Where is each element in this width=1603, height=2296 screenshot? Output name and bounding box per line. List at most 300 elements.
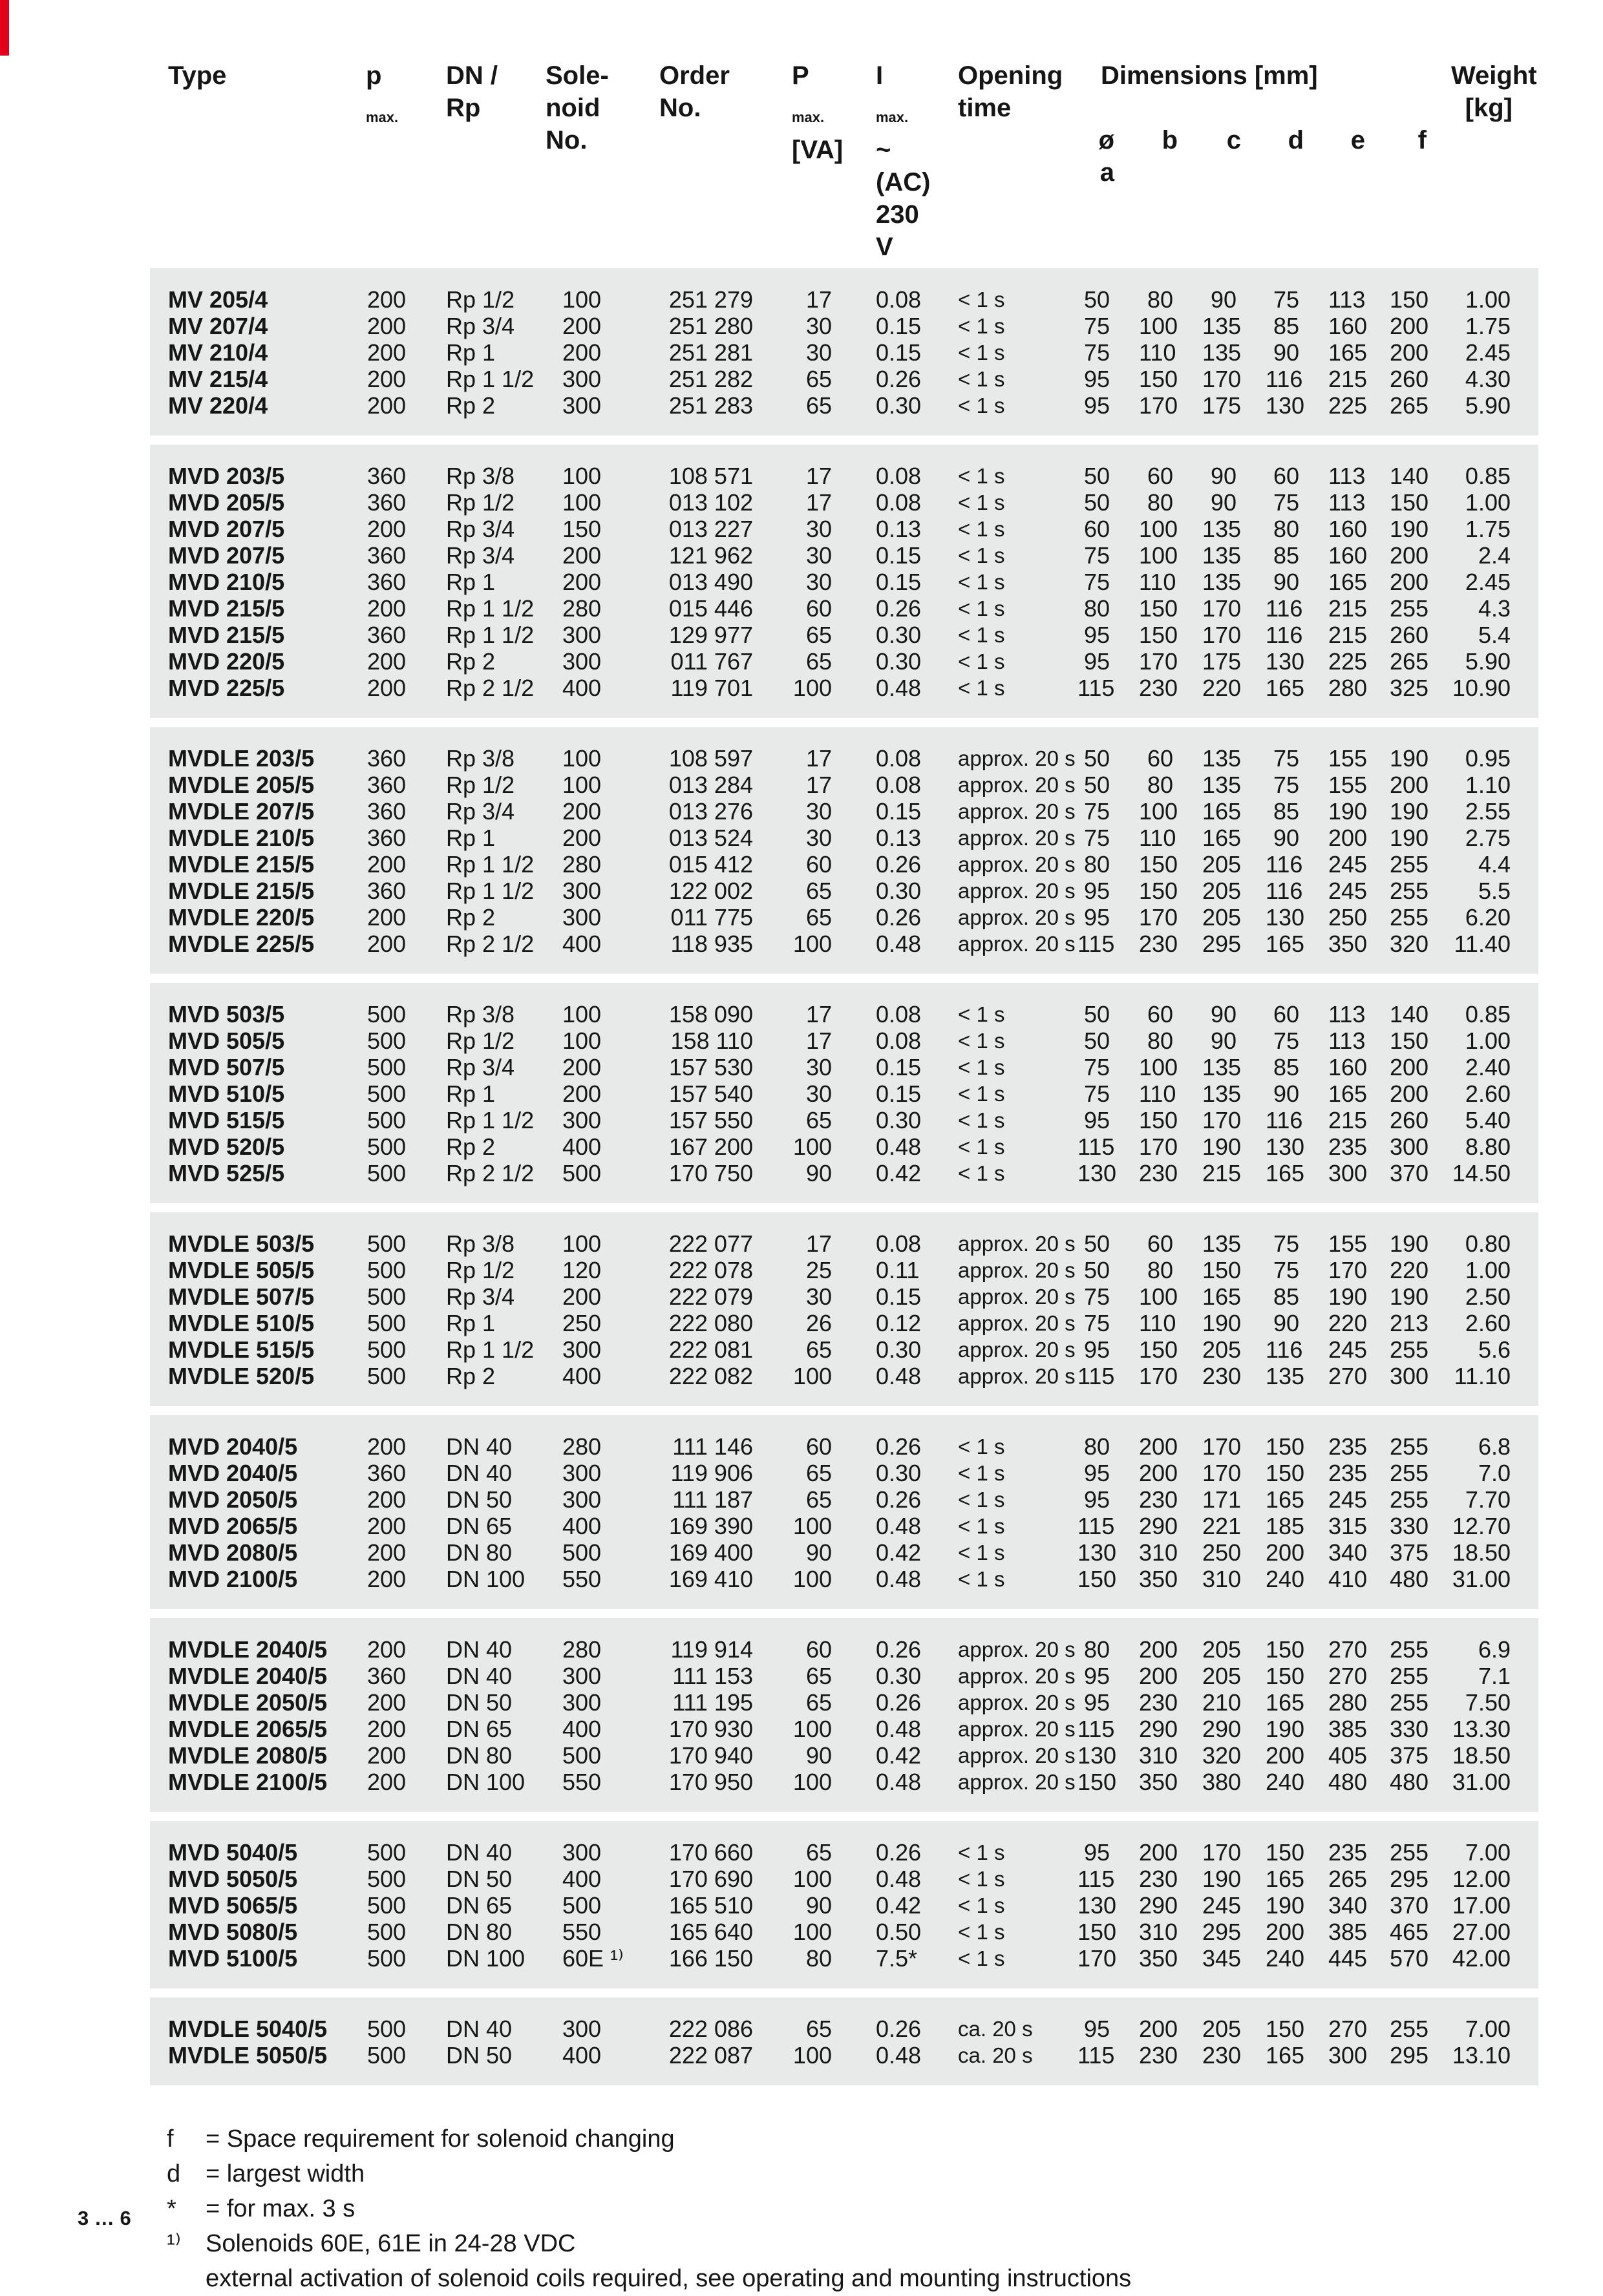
cell-dn-rp: DN 65 — [446, 1716, 513, 1742]
current-ac-label: ~ (AC) — [876, 136, 931, 196]
cell-current-max: 0.08 — [876, 463, 922, 489]
cell-opening-time: approx. 20 s — [958, 826, 1076, 850]
cell-power-va: 90 — [805, 1160, 832, 1186]
table-row — [150, 1336, 1538, 1363]
cell-dim-c: 320 — [1202, 1742, 1242, 1769]
cell-pmax-pressure: 500 — [367, 1001, 407, 1027]
cell-dim-f: 255 — [1390, 851, 1429, 878]
cell-dim-d: 75 — [1273, 772, 1299, 798]
table-row — [150, 622, 1538, 648]
cell-dn-rp: Rp 1 1/2 — [446, 622, 535, 648]
cell-power-va: 17 — [805, 463, 832, 489]
cell-dim-e: 165 — [1328, 569, 1368, 595]
product-group — [150, 1618, 1538, 1812]
cell-dim-c: 295 — [1202, 931, 1242, 957]
cell-dim-a: 95 — [1083, 1107, 1110, 1133]
cell-dim-e: 155 — [1328, 1230, 1368, 1257]
cell-opening-time: < 1 s — [958, 517, 1005, 541]
cell-dim-b: 150 — [1139, 1336, 1178, 1363]
col-header-type — [150, 59, 363, 263]
cell-order-no: 111 146 — [672, 1433, 753, 1460]
table-row — [150, 516, 1538, 542]
cell-current-max: 0.26 — [876, 595, 922, 622]
product-group — [150, 727, 1538, 974]
cell-dim-e: 113 — [1328, 286, 1366, 313]
cell-dim-b: 100 — [1139, 542, 1178, 569]
table-row — [150, 1257, 1538, 1283]
cell-power-va: 100 — [792, 1513, 832, 1539]
cell-opening-time: < 1 s — [958, 394, 1005, 417]
cell-weight: 11.40 — [1454, 931, 1511, 957]
cell-power-va: 65 — [805, 1663, 832, 1689]
cell-current-max: 0.26 — [876, 851, 922, 878]
cell-dim-e: 113 — [1328, 1001, 1366, 1027]
cell-current-max: 0.30 — [876, 1107, 922, 1133]
table-row — [150, 1133, 1538, 1160]
cell-dim-b: 60 — [1147, 745, 1173, 772]
current-symbol: I — [876, 61, 884, 90]
cell-dim-e: 280 — [1328, 675, 1368, 701]
cell-type: MVD 5065/5 — [168, 1892, 298, 1919]
cell-dim-f: 295 — [1390, 2042, 1429, 2069]
cell-dim-c: 135 — [1202, 516, 1242, 542]
cell-pmax-pressure: 360 — [367, 772, 407, 798]
cell-solenoid-no: 100 — [562, 1027, 602, 1054]
col-header-opening-time — [942, 59, 1078, 263]
cell-order-no: 013 227 — [668, 516, 753, 542]
cell-type: MVD 2080/5 — [168, 1539, 298, 1566]
cell-power-va: 90 — [805, 1892, 832, 1919]
table-row — [150, 1513, 1538, 1539]
cell-dim-c: 380 — [1202, 1769, 1242, 1795]
cell-type: MVDLE 503/5 — [168, 1230, 315, 1257]
cell-dim-e: 280 — [1328, 1689, 1368, 1716]
cell-order-no: 222 078 — [668, 1257, 753, 1283]
cell-dim-c: 170 — [1202, 1460, 1242, 1486]
cell-opening-time: < 1 s — [958, 490, 1005, 514]
cell-dim-b: 110 — [1139, 1080, 1176, 1107]
dim-col-b: b — [1162, 126, 1178, 154]
cell-dim-d: 200 — [1266, 1539, 1305, 1566]
table-row — [150, 1027, 1538, 1054]
cell-dim-f: 570 — [1390, 1945, 1429, 1972]
cell-dim-e: 405 — [1328, 1742, 1368, 1769]
cell-dim-d: 116 — [1266, 851, 1303, 878]
cell-dim-f: 330 — [1390, 1513, 1429, 1539]
cell-weight: 1.75 — [1465, 516, 1511, 542]
cell-solenoid-no: 280 — [562, 595, 602, 622]
cell-current-max: 0.42 — [876, 1539, 922, 1566]
cell-dim-e: 220 — [1328, 1310, 1368, 1336]
cell-power-va: 17 — [805, 772, 832, 798]
cell-opening-time: < 1 s — [958, 1946, 1005, 1970]
cell-dim-f: 255 — [1390, 1689, 1429, 1716]
cell-dn-rp: Rp 1 — [446, 569, 496, 595]
cell-pmax-pressure: 200 — [367, 392, 407, 419]
dim-col-f: f — [1417, 126, 1427, 154]
cell-type: MVD 5080/5 — [168, 1919, 298, 1945]
cell-dn-rp: DN 40 — [446, 1636, 513, 1663]
cell-dim-a: 115 — [1078, 931, 1115, 957]
cell-type: MVD 510/5 — [168, 1080, 285, 1107]
cell-dim-b: 100 — [1139, 798, 1178, 825]
cell-dim-f: 255 — [1390, 878, 1429, 904]
table-row — [150, 1689, 1538, 1716]
footnote-text: Solenoids 60E, 61E in 24-28 VDC — [206, 2230, 576, 2257]
footnote-text: = largest width — [206, 2160, 365, 2187]
cell-power-va: 65 — [805, 904, 832, 931]
cell-dim-e: 113 — [1328, 463, 1366, 489]
cell-type: MVDLE 2050/5 — [168, 1689, 328, 1716]
cell-dim-c: 165 — [1202, 1283, 1242, 1310]
cell-dim-d: 240 — [1266, 1945, 1305, 1972]
cell-dim-c: 230 — [1202, 2042, 1242, 2069]
cell-dn-rp: DN 80 — [446, 1742, 513, 1769]
cell-type: MV 207/4 — [168, 313, 268, 339]
cell-dim-d: 240 — [1266, 1566, 1305, 1592]
cell-opening-time: < 1 s — [958, 1514, 1005, 1538]
table-row — [150, 2016, 1538, 2042]
table-row — [150, 489, 1538, 516]
cell-current-max: 0.15 — [876, 1054, 922, 1080]
cell-dim-a: 75 — [1083, 542, 1110, 569]
cell-pmax-pressure: 500 — [367, 1866, 407, 1892]
dimension-subcolumns — [1078, 124, 1451, 189]
cell-current-max: 0.26 — [876, 1486, 922, 1513]
cell-opening-time: < 1 s — [958, 1488, 1005, 1511]
cell-dim-d: 75 — [1273, 286, 1299, 313]
cell-type: MVDLE 207/5 — [168, 798, 315, 825]
cell-dim-e: 160 — [1328, 313, 1368, 339]
cell-dim-a: 75 — [1083, 569, 1110, 595]
cell-dn-rp: Rp 1 — [446, 1310, 496, 1336]
table-row — [150, 339, 1538, 366]
cell-solenoid-no: 200 — [562, 798, 602, 825]
cell-weight: 2.75 — [1465, 825, 1511, 851]
cell-dim-b: 170 — [1139, 1363, 1178, 1389]
cell-power-va: 60 — [805, 851, 832, 878]
cell-order-no: 170 660 — [668, 1839, 753, 1866]
cell-dim-e: 300 — [1328, 2042, 1368, 2069]
cell-order-no: 015 412 — [668, 851, 753, 878]
cell-weight: 4.30 — [1465, 366, 1511, 392]
cell-type: MVD 215/5 — [168, 622, 285, 648]
cell-order-no: 011 775 — [670, 904, 753, 931]
cell-dn-rp: Rp 1 1/2 — [446, 851, 535, 878]
cell-solenoid-no: 200 — [562, 1080, 602, 1107]
cell-order-no: 222 081 — [668, 1336, 753, 1363]
cell-weight: 7.70 — [1465, 1486, 1511, 1513]
table-row — [150, 595, 1538, 622]
cell-weight: 5.90 — [1465, 648, 1511, 675]
cell-order-no: 119 701 — [670, 675, 753, 701]
table-row — [150, 313, 1538, 339]
table-row — [150, 569, 1538, 595]
col-header-dn-rp-label: DN / Rp — [446, 61, 498, 122]
cell-order-no: 169 410 — [668, 1566, 753, 1592]
cell-dn-rp: Rp 1 1/2 — [446, 1336, 535, 1363]
cell-weight: 0.85 — [1465, 1001, 1511, 1027]
cell-dim-f: 200 — [1390, 1054, 1429, 1080]
cell-dim-d: 165 — [1266, 675, 1305, 701]
cell-weight: 7.0 — [1478, 1460, 1511, 1486]
cell-solenoid-no: 200 — [562, 569, 602, 595]
cell-type: MVDLE 210/5 — [168, 825, 315, 851]
cell-dn-rp: DN 65 — [446, 1892, 513, 1919]
cell-solenoid-no: 500 — [562, 1892, 602, 1919]
cell-current-max: 0.48 — [876, 1716, 922, 1742]
cell-dn-rp: Rp 1 — [446, 1080, 496, 1107]
cell-opening-time: < 1 s — [958, 1840, 1005, 1864]
cell-pmax-pressure: 200 — [367, 516, 407, 542]
cell-weight: 13.30 — [1452, 1716, 1511, 1742]
cell-dim-b: 290 — [1139, 1716, 1178, 1742]
table-row — [150, 798, 1538, 825]
cell-dn-rp: Rp 2 — [446, 392, 496, 419]
cell-dim-c: 220 — [1202, 675, 1242, 701]
cell-pmax-pressure: 500 — [367, 1839, 407, 1866]
cell-current-max: 0.48 — [876, 675, 922, 701]
cell-dim-c: 205 — [1202, 904, 1242, 931]
cell-dim-f: 190 — [1390, 1283, 1429, 1310]
cell-power-va: 17 — [805, 745, 832, 772]
cell-weight: 1.10 — [1465, 772, 1511, 798]
cell-dim-f: 200 — [1390, 772, 1429, 798]
cell-solenoid-no: 300 — [562, 648, 602, 675]
cell-dim-e: 315 — [1328, 1513, 1368, 1539]
cell-opening-time: approx. 20 s — [958, 1690, 1076, 1714]
cell-dim-a: 115 — [1078, 1133, 1115, 1160]
cell-dim-c: 135 — [1202, 569, 1242, 595]
table-row — [150, 1080, 1538, 1107]
cell-current-max: 7.5* — [876, 1945, 918, 1972]
cell-order-no: 013 276 — [668, 798, 753, 825]
cell-weight: 7.00 — [1465, 2016, 1511, 2042]
cell-power-va: 30 — [805, 798, 832, 825]
cell-solenoid-no: 100 — [562, 1001, 602, 1027]
dim-col-c: c — [1226, 126, 1241, 154]
cell-solenoid-no: 550 — [562, 1919, 602, 1945]
table-row — [150, 675, 1538, 701]
cell-dim-c: 230 — [1202, 1363, 1242, 1389]
cell-opening-time: approx. 20 s — [958, 905, 1076, 929]
cell-weight: 2.50 — [1465, 1283, 1511, 1310]
cell-current-max: 0.30 — [876, 1336, 922, 1363]
cell-dim-b: 150 — [1139, 851, 1178, 878]
cell-power-va: 100 — [792, 1566, 832, 1592]
cell-opening-time: approx. 20 s — [958, 1311, 1076, 1335]
cell-dim-b: 110 — [1139, 569, 1176, 595]
cell-dim-c: 290 — [1202, 1716, 1242, 1742]
cell-dim-d: 130 — [1266, 1133, 1305, 1160]
cell-dim-f: 200 — [1390, 1080, 1429, 1107]
cell-dim-a: 75 — [1083, 1283, 1110, 1310]
col-header-order-no — [628, 59, 767, 263]
cell-dim-f: 465 — [1390, 1919, 1429, 1945]
cell-dn-rp: Rp 1 1/2 — [446, 878, 535, 904]
cell-weight: 0.80 — [1465, 1230, 1511, 1257]
cell-dim-f: 300 — [1390, 1363, 1429, 1389]
cell-power-va: 100 — [792, 2042, 832, 2069]
cell-dim-d: 200 — [1266, 1919, 1305, 1945]
table-row — [150, 1636, 1538, 1663]
cell-dn-rp: DN 40 — [446, 1663, 513, 1689]
cell-order-no: 158 110 — [670, 1027, 753, 1054]
cell-dim-b: 80 — [1147, 489, 1173, 516]
cell-dim-f: 255 — [1390, 2016, 1429, 2042]
cell-dim-c: 135 — [1202, 1080, 1242, 1107]
cell-dim-b: 230 — [1139, 1866, 1178, 1892]
cell-dim-d: 165 — [1266, 931, 1305, 957]
cell-dim-e: 350 — [1328, 931, 1368, 957]
cell-pmax-pressure: 200 — [367, 1716, 407, 1742]
cell-dim-f: 255 — [1390, 1663, 1429, 1689]
cell-dim-f: 260 — [1390, 622, 1429, 648]
cell-dim-b: 200 — [1139, 1636, 1178, 1663]
cell-dim-d: 116 — [1266, 878, 1303, 904]
cell-opening-time: approx. 20 s — [958, 1770, 1076, 1794]
cell-power-va: 100 — [792, 1133, 832, 1160]
cell-dim-b: 200 — [1139, 1839, 1178, 1866]
cell-dim-b: 310 — [1139, 1919, 1178, 1945]
cell-dim-a: 95 — [1083, 2016, 1110, 2042]
cell-power-va: 30 — [805, 825, 832, 851]
cell-dim-b: 230 — [1139, 2042, 1178, 2069]
table-row — [150, 1001, 1538, 1027]
cell-dim-e: 270 — [1328, 1363, 1368, 1389]
cell-power-va: 17 — [805, 286, 832, 313]
cell-type: MVDLE 507/5 — [168, 1283, 315, 1310]
cell-order-no: 251 281 — [668, 339, 753, 366]
cell-current-max: 0.08 — [876, 286, 922, 313]
cell-dim-a: 95 — [1083, 1460, 1110, 1486]
cell-pmax-pressure: 200 — [367, 1433, 407, 1460]
cell-dim-b: 150 — [1139, 878, 1178, 904]
cell-dn-rp: DN 100 — [446, 1566, 525, 1592]
cell-dim-c: 90 — [1210, 489, 1237, 516]
cell-current-max: 0.50 — [876, 1919, 922, 1945]
cell-dn-rp: DN 40 — [446, 1460, 513, 1486]
cell-pmax-pressure: 500 — [367, 1945, 407, 1972]
cell-pmax-pressure: 200 — [367, 595, 407, 622]
cell-pmax-pressure: 360 — [367, 489, 407, 516]
cell-power-va: 60 — [805, 1636, 832, 1663]
table-row — [150, 904, 1538, 931]
cell-dim-f: 220 — [1390, 1257, 1429, 1283]
cell-dn-rp: DN 50 — [446, 1689, 513, 1716]
cell-dim-a: 50 — [1083, 1001, 1110, 1027]
cell-solenoid-no: 300 — [562, 1663, 602, 1689]
cell-pmax-pressure: 200 — [367, 675, 407, 701]
cell-dim-b: 60 — [1147, 463, 1173, 489]
product-group — [150, 983, 1538, 1203]
cell-dn-rp: Rp 2 — [446, 1133, 496, 1160]
cell-dim-d: 150 — [1266, 1663, 1305, 1689]
cell-pmax-pressure: 200 — [367, 1486, 407, 1513]
cell-dim-d: 116 — [1266, 1336, 1303, 1363]
cell-type: MVDLE 2100/5 — [168, 1769, 328, 1795]
cell-opening-time: < 1 s — [958, 543, 1005, 567]
cell-pmax-pressure: 500 — [367, 1919, 407, 1945]
cell-dim-d: 60 — [1273, 1001, 1299, 1027]
cell-order-no: 011 767 — [670, 648, 753, 675]
table-row — [150, 463, 1538, 489]
cell-dim-d: 116 — [1266, 595, 1303, 622]
cell-opening-time: approx. 20 s — [958, 1258, 1076, 1282]
cell-dim-f: 260 — [1390, 366, 1429, 392]
cell-type: MVD 5040/5 — [168, 1839, 298, 1866]
cell-weight: 1.00 — [1465, 286, 1511, 313]
cell-power-va: 65 — [805, 1460, 832, 1486]
cell-current-max: 0.48 — [876, 1513, 922, 1539]
cell-power-va: 90 — [805, 1742, 832, 1769]
footnote-symbol: * — [167, 2195, 176, 2222]
cell-dn-rp: Rp 3/4 — [446, 798, 515, 825]
cell-dim-a: 95 — [1083, 648, 1110, 675]
cell-solenoid-no: 100 — [562, 489, 602, 516]
cell-dim-d: 75 — [1273, 745, 1299, 772]
cell-pmax-pressure: 200 — [367, 1539, 407, 1566]
cell-dim-a: 115 — [1078, 1363, 1115, 1389]
cell-solenoid-no: 200 — [562, 825, 602, 851]
cell-opening-time: approx. 20 s — [958, 1664, 1076, 1688]
cell-dim-e: 270 — [1328, 1636, 1368, 1663]
cell-solenoid-no: 250 — [562, 1310, 602, 1336]
cell-power-va: 65 — [805, 2016, 832, 2042]
cell-solenoid-no: 280 — [562, 851, 602, 878]
cell-order-no: 170 750 — [668, 1160, 753, 1186]
cell-dn-rp: Rp 3/8 — [446, 1230, 515, 1257]
cell-current-max: 0.13 — [876, 825, 922, 851]
cell-solenoid-no: 300 — [562, 1486, 602, 1513]
cell-type: MVD 203/5 — [168, 463, 285, 489]
cell-dim-e: 225 — [1328, 392, 1368, 419]
cell-dn-rp: DN 40 — [446, 2016, 513, 2042]
cell-dn-rp: Rp 3/4 — [446, 542, 515, 569]
product-group — [150, 445, 1538, 718]
cell-dim-e: 270 — [1328, 2016, 1368, 2042]
cell-weight: 6.9 — [1478, 1636, 1511, 1663]
table-row — [150, 2042, 1538, 2069]
cell-weight: 5.90 — [1465, 392, 1511, 419]
cell-order-no: 121 962 — [668, 542, 753, 569]
cell-weight: 2.40 — [1465, 1054, 1511, 1080]
cell-power-va: 30 — [805, 542, 832, 569]
cell-pmax-pressure: 360 — [367, 825, 407, 851]
cell-dim-e: 250 — [1328, 904, 1368, 931]
cell-dim-b: 350 — [1139, 1769, 1178, 1795]
page-number: 3 … 6 — [78, 2207, 131, 2229]
cell-opening-time: approx. 20 s — [958, 1364, 1076, 1388]
cell-weight: 2.60 — [1465, 1080, 1511, 1107]
solenoid-header-line3: No. — [546, 126, 588, 154]
cell-dim-d: 185 — [1266, 1513, 1305, 1539]
cell-order-no: 251 283 — [668, 392, 753, 419]
cell-dim-d: 75 — [1273, 1027, 1299, 1054]
cell-power-va: 65 — [805, 1336, 832, 1363]
cell-current-max: 0.11 — [876, 1257, 920, 1283]
cell-solenoid-no: 400 — [562, 1513, 602, 1539]
cell-weight: 0.85 — [1465, 463, 1511, 489]
cell-order-no: 013 524 — [668, 825, 753, 851]
cell-dim-a: 50 — [1083, 772, 1110, 798]
cell-dn-rp: DN 80 — [446, 1539, 513, 1566]
cell-solenoid-no: 100 — [562, 1230, 602, 1257]
cell-type: MVDLE 2040/5 — [168, 1636, 328, 1663]
cell-dim-e: 235 — [1328, 1133, 1368, 1160]
cell-dim-c: 205 — [1202, 1336, 1242, 1363]
cell-dim-e: 215 — [1328, 366, 1368, 392]
